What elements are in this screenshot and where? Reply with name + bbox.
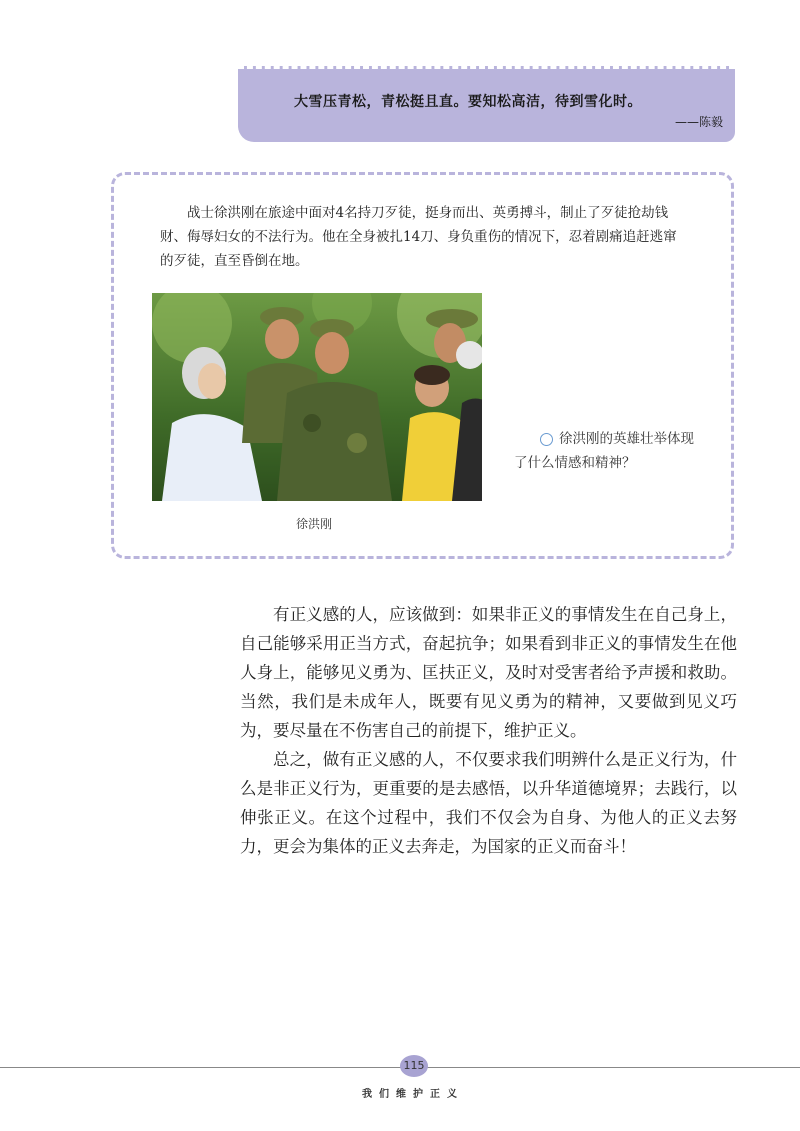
soldiers-photo [152,293,482,501]
discussion-question [514,427,694,475]
question-text: 徐洪刚的英雄壮举体现了什么情感和精神？ [514,431,694,471]
photo-illustration [152,293,482,501]
story-box [111,172,734,559]
paragraph-1: 有正义感的人，应该做到：如果非正义的事情发生在自己身上，自己能够采用正当方式，奋起抗争；如果看到非正义的事情发生在他人身上，能够见义勇为、匡扶正义，及时对受害者给予声援和救助。当然，我们是未成年人，既要有见义勇为的精神，又要做到见义巧为，要尽量在不伤害自己的前提下，维护正义。 [240,605,737,740]
quote-box [238,66,735,142]
photo-caption: 徐洪刚 [296,517,333,531]
circle-bullet-icon [540,433,553,446]
quote-author: ——陈毅 [674,115,723,129]
paragraph-2: 总之，做有正义感的人，不仅要求我们明辨什么是正义行为，什么是非正义行为，更重要的是去感悟，以升华道德境界；去践行，以伸张正义。在这个过程中，我们不仅会为自身、为他人的正义去努力，更会为集体的正义去奔走，为国家的正义而奋斗！ [240,750,737,856]
main-text [240,600,737,861]
story-text: 战士徐洪刚在旅途中面对4名持刀歹徒，挺身而出、英勇搏斗，制止了歹徒抢劫钱财、侮辱妇女的不法行为。他在全身被扎14刀、身负重伤的情况下，忍着剧痛追赶逃窜的歹徒，直至昏倒在地。 [160,205,677,269]
quote-text: 大雪压青松，青松挺且直。要知松高洁，待到雪化时。 [294,94,642,110]
footer-title: 我们维护正义 [362,1089,464,1100]
page-number: 115 [400,1055,428,1077]
